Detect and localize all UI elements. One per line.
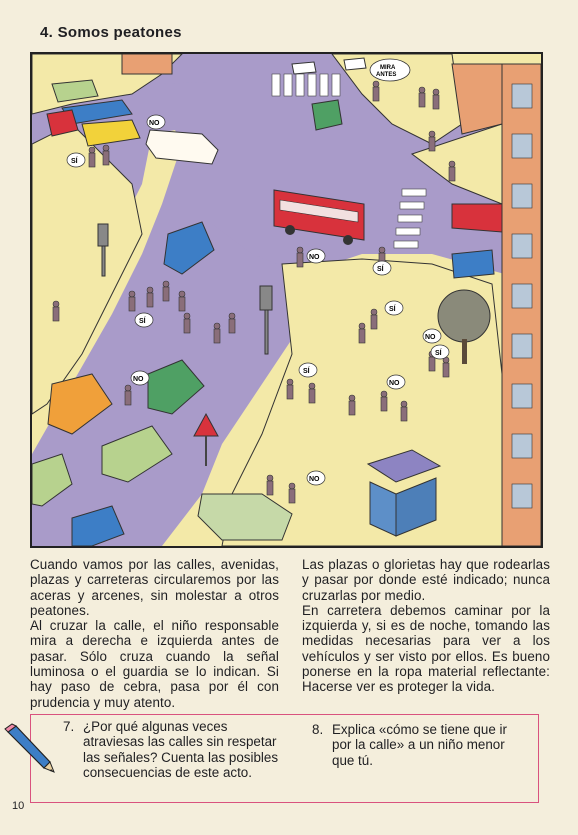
- question-7-text: ¿Por qué algunas veces atraviesas las calles sin respetar las señales? Cuenta las posibles consecuencias de este acto.: [83, 719, 279, 780]
- bubble-9: NO: [389, 380, 400, 387]
- body-text-right-column: [302, 557, 550, 695]
- bubble-6: SÍ: [377, 266, 384, 273]
- bubble-5: SÍ: [139, 318, 146, 325]
- sign-mira-text: MIRA: [380, 65, 396, 71]
- bubble-2: SÍ: [71, 158, 78, 165]
- bubble-7: NO: [425, 334, 436, 341]
- mira-antes-sign: [370, 59, 410, 81]
- sign-antes-text: ANTES: [376, 72, 397, 78]
- question-8-number: 8.: [312, 722, 324, 737]
- question-7: [63, 719, 285, 780]
- bubble-3: NO: [309, 254, 320, 261]
- question-8-text: Explica «cómo se tiene que ir por la calle» a un niño menor que tú.: [332, 722, 507, 768]
- pencil-icon: [2, 722, 56, 774]
- bubble-8: SÍ: [303, 368, 310, 375]
- page-number: 10: [12, 800, 25, 812]
- paragraph-sidewalks: Cuando vamos por las calles, avenidas, plazas y carreteras circularemos por las aceras y arcenes, sin molestar a otros peatones.: [30, 557, 279, 618]
- section-heading: 4. Somos peatones: [40, 24, 182, 41]
- bubble-12: NO: [309, 476, 320, 483]
- bubble-4: NO: [133, 376, 144, 383]
- street-scene-svg: [32, 54, 541, 546]
- bubble-1: NO: [149, 120, 160, 127]
- bubble-10: SÍ: [389, 306, 396, 313]
- kiosk: [368, 450, 440, 536]
- body-text-left-column: [30, 557, 279, 710]
- paragraph-road-night: En carretera debemos caminar por la izquierda y, si es de noche, tomando las medidas necesarias para ver a los vehículos y ser visto por ellos. Es bueno ponerse en la ropa material reflectante: Hacerse ver es proteger la vida.: [302, 602, 550, 695]
- question-8: [312, 722, 527, 768]
- question-7-number: 7.: [63, 719, 75, 734]
- paragraph-plazas: Las plazas o glorietas hay que rodearlas y pasar por donde esté indicado; nunca cruzarlas por medio.: [302, 557, 550, 603]
- bubble-11: SÍ: [435, 350, 442, 357]
- street-scene-illustration: [30, 52, 543, 548]
- paragraph-crossing: Al cruzar la calle, el niño responsable mira a derecha e izquierda antes de pasar. Sólo cruza cuando la señal luminosa o el guardia se lo indican. Si hay paso de cebra, pasa por él con prudencia y muy atento.: [30, 618, 279, 710]
